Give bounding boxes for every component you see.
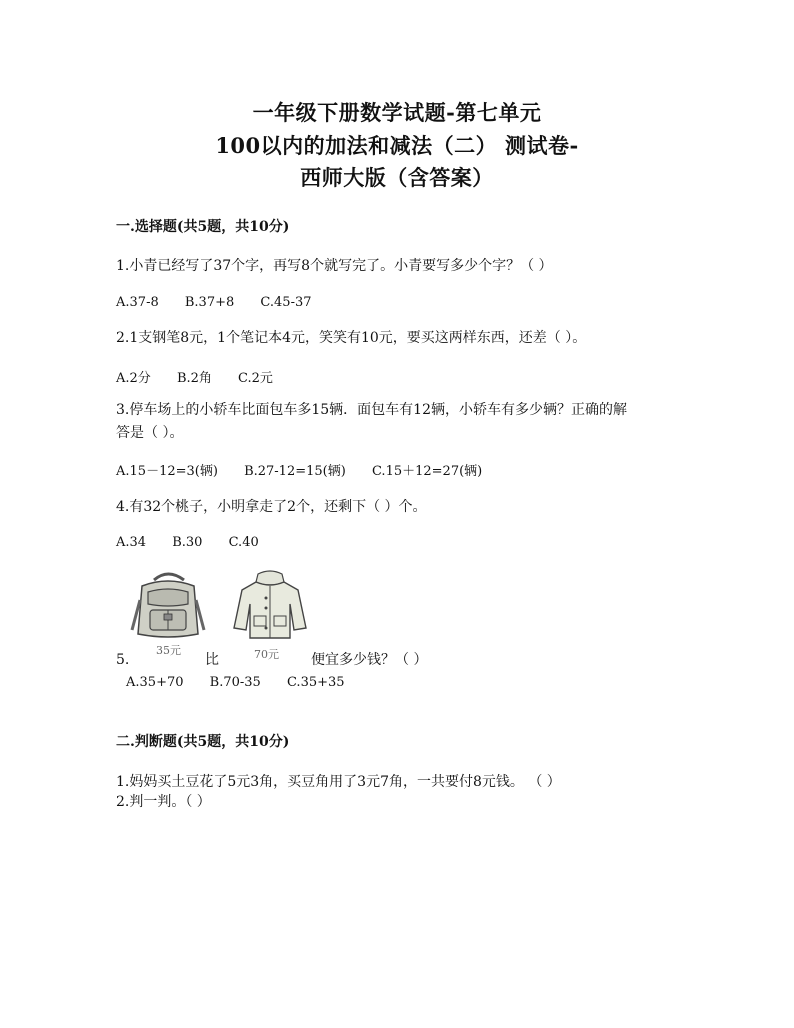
question-5-options xyxy=(126,675,367,690)
question-2-options xyxy=(116,367,295,386)
backpack-icon xyxy=(128,570,208,642)
option-a: A.15－12=3(辆) xyxy=(116,464,218,479)
section-heading-choice: 一.选择题(共5题，共10分) xyxy=(116,219,290,235)
question-5-bi: 比 xyxy=(205,652,219,668)
question-1: 1.小青已经写了37个字，再写8个就写完了。小青要写多少个字？（ ） xyxy=(116,258,553,274)
price-label-coat: 70元 xyxy=(254,648,279,661)
option-b: B.2角 xyxy=(176,371,212,386)
doc-title-line2: 100以内的加法和减法（二） 测试卷- xyxy=(215,133,579,158)
option-b: B.37+8 xyxy=(184,295,235,310)
option-a: A.35+70 xyxy=(126,675,184,690)
option-b: B.27-12=15(辆) xyxy=(244,464,346,479)
question-2: 2.1支钢笔8元，1个笔记本4元，笑笑有10元，要买这两样东西，还差（ ）。 xyxy=(116,330,587,346)
section-heading-judge: 二.判断题(共5题，共10分) xyxy=(116,734,290,750)
doc-title-line1: 一年级下册数学试题-第七单元 xyxy=(252,100,542,125)
option-c: C.45-37 xyxy=(260,295,312,310)
price-label-bag: 35元 xyxy=(156,644,181,657)
option-b: B.70-35 xyxy=(209,675,261,690)
option-a: A.37-8 xyxy=(116,295,159,310)
judge-question-1: 1.妈妈买土豆花了5元3角，买豆角用了3元7角，一共要付8元钱。 （ ） xyxy=(116,774,561,790)
option-c: C.35+35 xyxy=(286,675,345,690)
question-1-options xyxy=(116,295,334,310)
question-4: 4.有32个桃子，小明拿走了2个，还剩下（ ）个。 xyxy=(116,499,427,515)
option-a: A.34 xyxy=(116,535,147,550)
question-3-options xyxy=(116,460,504,479)
judge-question-2: 2.判一判。（ ） xyxy=(116,794,211,810)
question-3-line2: 答是（ ）。 xyxy=(116,425,184,441)
question-4-options xyxy=(116,535,281,550)
question-5-rest: 便宜多少钱？（ ） xyxy=(311,652,428,668)
doc-title-line3: 西师大版（含答案） xyxy=(300,165,494,190)
option-c: C.15＋12=27(辆) xyxy=(371,464,483,479)
question-3-line1: 3.停车场上的小轿车比面包车多15辆．面包车有12辆，小轿车有多少辆？正确的解 xyxy=(116,402,627,418)
option-c: C.40 xyxy=(228,535,259,550)
coat-icon xyxy=(228,568,312,644)
question-5-number: 5. xyxy=(116,652,130,668)
option-b: B.30 xyxy=(172,535,203,550)
option-a: A.2分 xyxy=(116,371,151,386)
option-c: C.2元 xyxy=(238,371,273,386)
